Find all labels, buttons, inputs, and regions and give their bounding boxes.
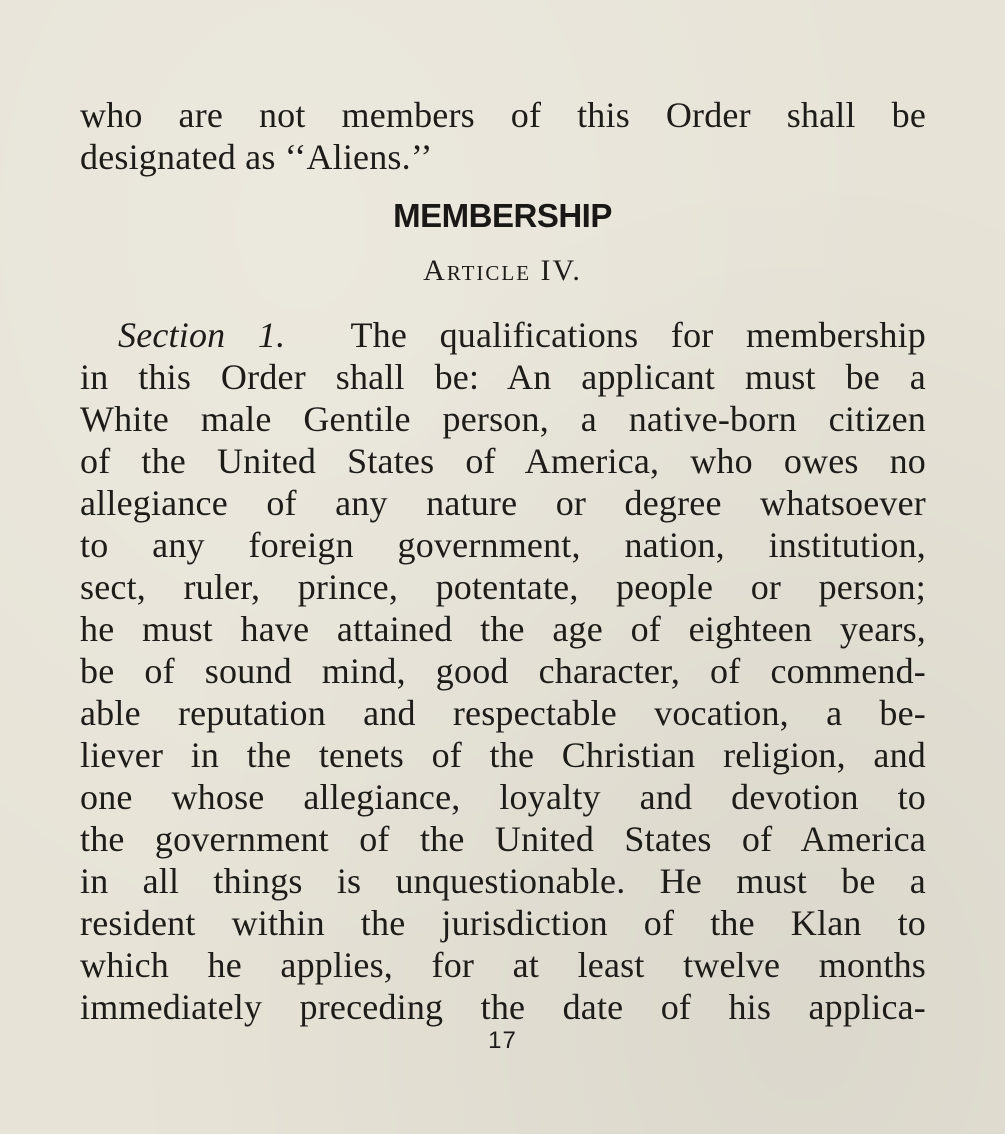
paragraph-line: of the United States of America, who owes no [80,441,926,481]
paragraph-line: sect, ruler, prince, potentate, people or person; [80,567,926,607]
paragraph-line: who are not members of this Order shall be [80,95,926,135]
paragraph-line: in this Order shall be: An applicant must be a [80,357,926,397]
paragraph-line: to any foreign government, nation, institution, [80,525,926,565]
paragraph-line: resident within the jurisdiction of the Klan to [80,903,926,943]
paragraph-line: able reputation and respectable vocation, a be- [80,693,926,733]
paragraph-line: be of sound mind, good character, of commend- [80,651,926,691]
paragraph-line: liever in the tenets of the Christian religion, and [80,735,926,775]
article-title: Article IV. [423,254,582,287]
paragraph-line: designated as ‘‘Aliens.’’ [80,137,433,177]
page-number: 17 [488,1027,517,1054]
section-label: Section 1. [118,315,286,355]
paragraph-line: the government of the United States of America [80,819,926,859]
section-paragraph [80,314,926,1028]
paragraph-line: which he applies, for at least twelve months [80,945,926,985]
paragraph-line: he must have attained the age of eighteen years, [80,609,926,649]
paragraph-line [80,314,926,356]
paragraph-line: immediately preceding the date of his applica- [80,987,926,1027]
paragraph-line: allegiance of any nature or degree whatsoever [80,483,926,523]
paragraph-line: White male Gentile person, a native-born citizen [80,399,926,439]
section-first-line-text: The qualifications for membership [350,315,926,355]
top-paragraph [80,94,926,178]
section-heading: MEMBERSHIP [393,197,612,234]
paragraph-line: one whose allegiance, loyalty and devotion to [80,777,926,817]
paragraph-line: in all things is unquestionable. He must be a [80,861,926,901]
